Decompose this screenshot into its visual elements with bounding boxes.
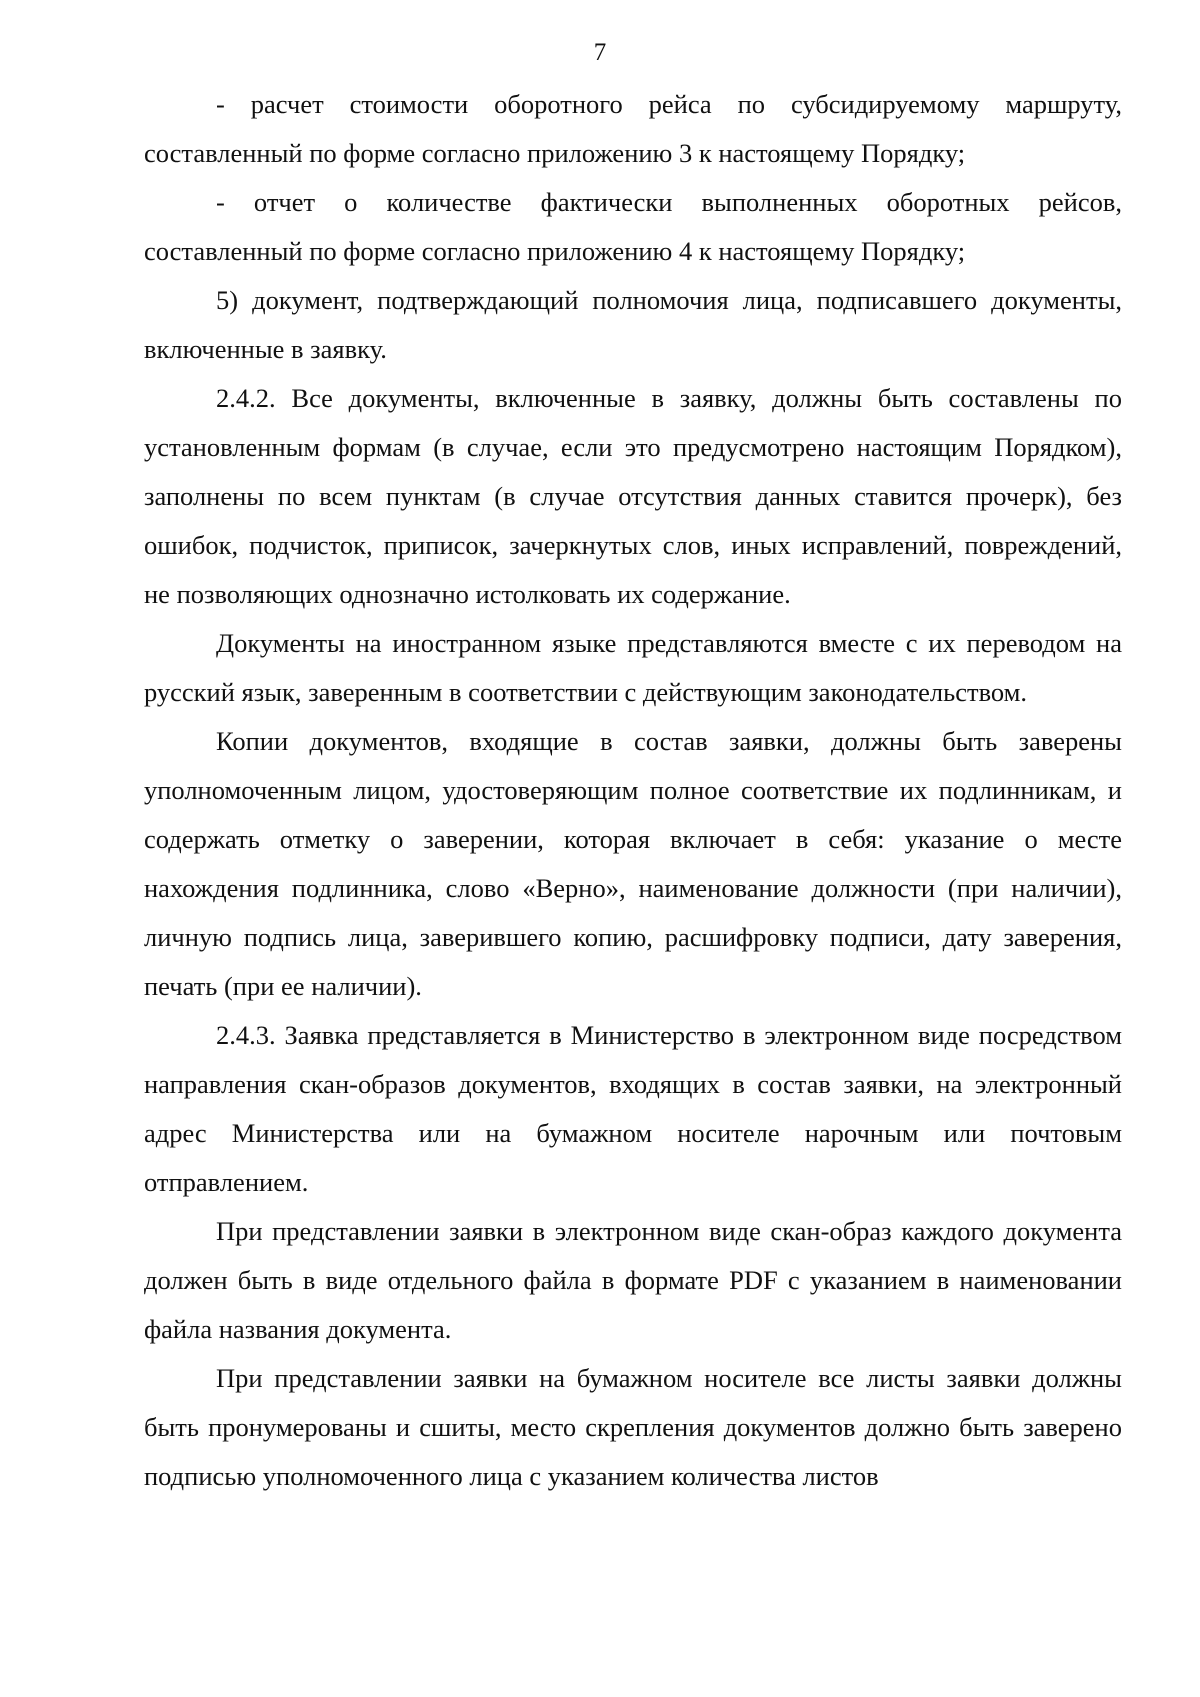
page-number: 7 — [593, 39, 607, 66]
paragraph-section-2-4-2: 2.4.2. Все документы, включенные в заявку, должны быть составлены по установленным формам (в случае, если это предусмотрено настоящим Порядком), заполнены по всем пунктам (в случае отсутствия данных ставится прочерк), без ошибок, подчисток, приписок, зачеркнутых слов, иных исправлений, повреждений, не позволяющих однозначно истолковать их содержание. — [144, 383, 1122, 609]
document-body — [144, 80, 1122, 1501]
paragraph-copies-certification: Копии документов, входящие в состав заявки, должны быть заверены уполномоченным лицом, удостоверяющим полное соответствие их подлинникам, и содержать отметку о заверении, которая включает в себя: указание о месте нахождения подлинника, слово «Верно», наименование должности (при наличии), личную подпись лица, заверившего копию, расшифровку подписи, дату заверения, печать (при ее наличии). — [144, 726, 1122, 1001]
paragraph-electronic-submission: При представлении заявки в электронном виде скан-образ каждого документа должен быть в виде отдельного файла в формате PDF с указанием в наименовании файла названия документа. — [144, 1216, 1122, 1344]
paragraph-authority-document: 5) документ, подтверждающий полномочия лица, подписавшего документы, включенные в заявку. — [144, 285, 1122, 364]
paragraph-report-trips: - отчет о количестве фактически выполненных оборотных рейсов, составленный по форме согласно приложению 4 к настоящему Порядку; — [144, 187, 1122, 266]
paragraph-calculation-cost: - расчет стоимости оборотного рейса по субсидируемому маршруту, составленный по форме согласно приложению 3 к настоящему Порядку; — [144, 89, 1122, 168]
paragraph-paper-submission: При представлении заявки на бумажном носителе все листы заявки должны быть пронумерованы и сшиты, место скрепления документов должно быть заверено подписью уполномоченного лица с указанием количества листов — [144, 1363, 1122, 1491]
paragraph-foreign-language: Документы на иностранном языке представляются вместе с их переводом на русский язык, заверенным в соответствии с действующим законодательством. — [144, 628, 1122, 707]
paragraph-section-2-4-3: 2.4.3. Заявка представляется в Министерство в электронном виде посредством направления скан-образов документов, входящих в состав заявки, на электронный адрес Министерства или на бумажном носителе нарочным или почтовым отправлением. — [144, 1020, 1122, 1197]
